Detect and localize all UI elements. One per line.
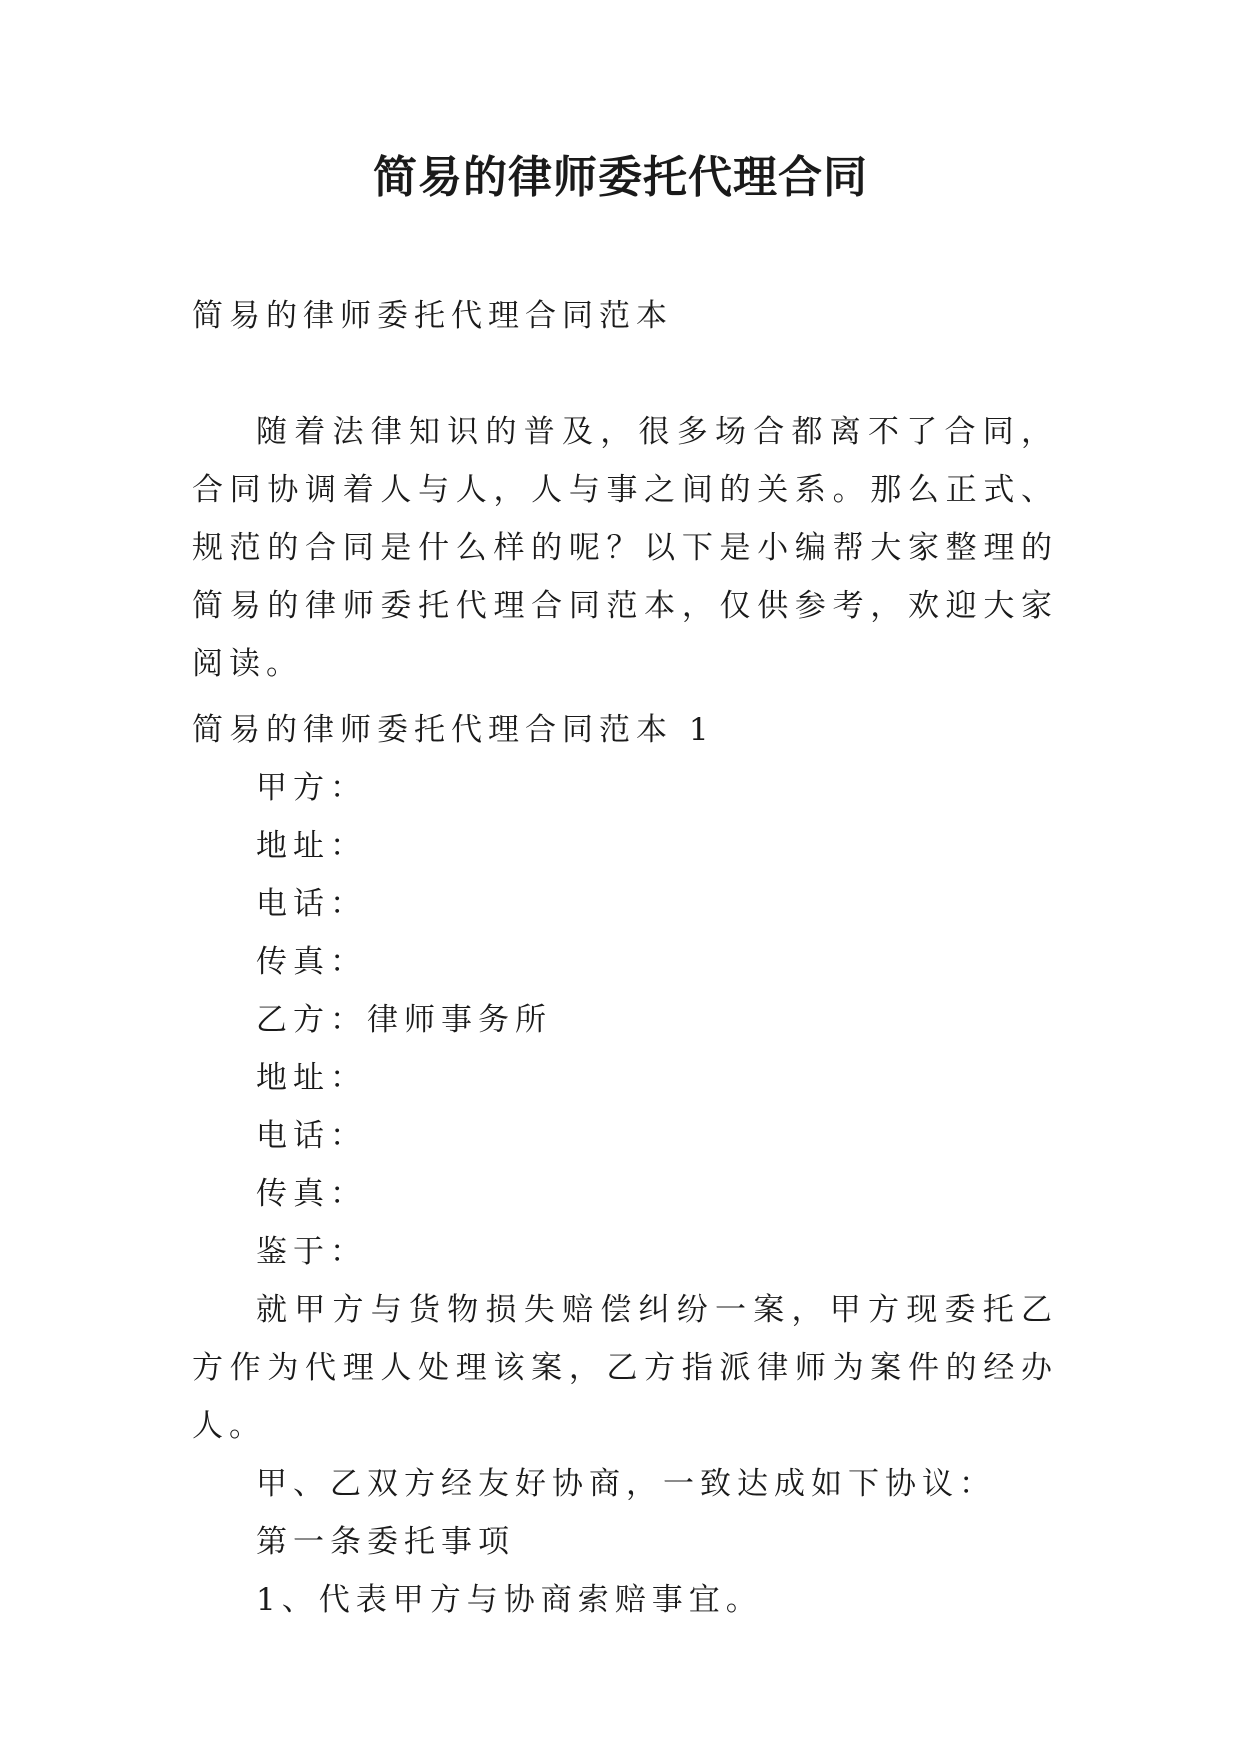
party-a-phone: 电话： xyxy=(256,886,367,922)
party-b-address: 地址： xyxy=(256,1060,367,1096)
section-heading: 简易的律师委托代理合同范本 1 xyxy=(192,712,715,748)
party-b-phone: 电话： xyxy=(256,1118,367,1154)
party-a-fax: 传真： xyxy=(256,944,367,980)
agreement-statement: 甲、乙双方经友好协商，一致达成如下协议： xyxy=(256,1466,996,1502)
contract-body xyxy=(192,759,1058,1629)
document-title: 简易的律师委托代理合同 xyxy=(373,152,868,203)
case-paragraph: 就甲方与货物损失赔偿纠纷一案，甲方现委托乙方作为代理人处理该案，乙方指派律师为案件的经办人。 xyxy=(192,1292,1058,1444)
intro-paragraph: 随着法律知识的普及，很多场合都离不了合同，合同协调着人与人，人与事之间的关系。那么正式、规范的合同是什么样的呢？以下是小编帮大家整理的简易的律师委托代理合同范本，仅供参考，欢迎大家阅读。 xyxy=(192,414,1058,682)
whereas-label: 鉴于： xyxy=(256,1234,367,1270)
article-one-item-1: 1、代表甲方与协商索赔事宜。 xyxy=(256,1582,763,1618)
party-b-label: 乙方：律师事务所 xyxy=(256,1002,552,1038)
party-a-label: 甲方： xyxy=(256,770,367,806)
party-b-fax: 传真： xyxy=(256,1176,367,1212)
document-subtitle: 简易的律师委托代理合同范本 xyxy=(192,298,673,334)
article-one-heading: 第一条委托事项 xyxy=(256,1524,515,1560)
party-a-address: 地址： xyxy=(256,828,367,864)
